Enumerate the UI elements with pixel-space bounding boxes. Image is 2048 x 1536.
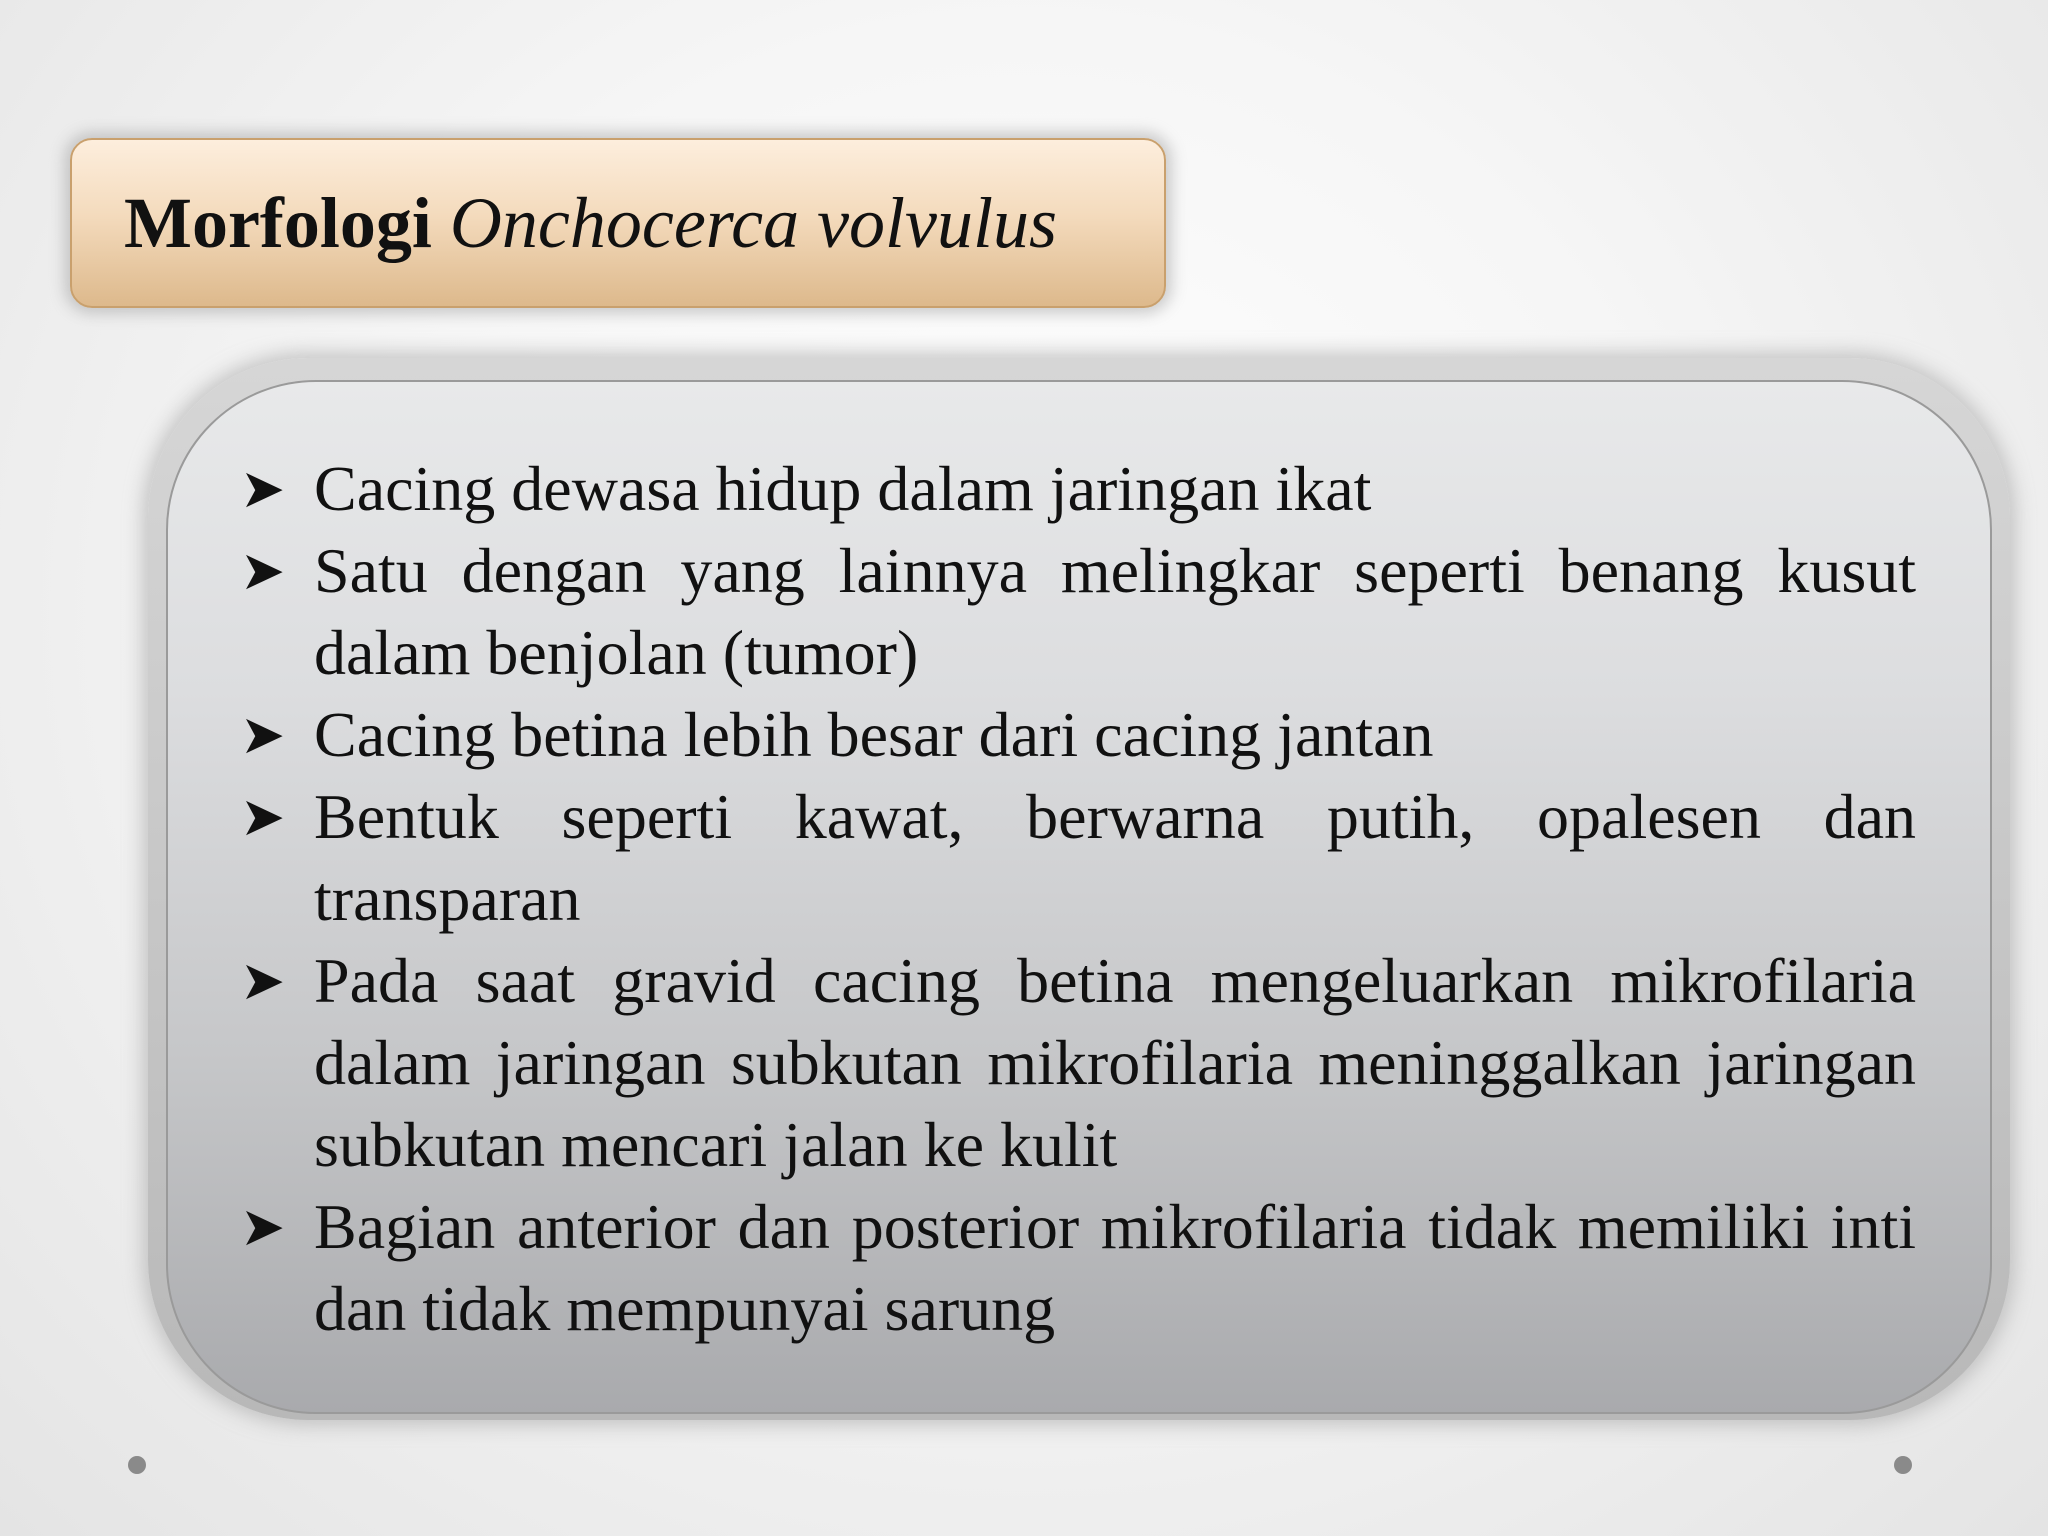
arrowhead-bullet-icon: ➤ [240, 703, 286, 766]
bullet-item [240, 1186, 1916, 1350]
bullet-text: Pada saat gravid cacing betina mengeluarkan mikrofilaria dalam jaringan subkutan mikrofilaria meninggalkan jaringan subkutan mencari jalan ke kulit [314, 945, 1916, 1180]
bullet-text: Cacing dewasa hidup dalam jaringan ikat [314, 453, 1372, 524]
slide-title [124, 182, 1057, 265]
bullet-text: Satu dengan yang lainnya melingkar seperti benang kusut dalam benjolan (tumor) [314, 535, 1916, 688]
bullet-text: Bagian anterior dan posterior mikrofilaria tidak memiliki inti dan tidak mempunyai sarung [314, 1191, 1916, 1344]
arrowhead-bullet-icon: ➤ [240, 1195, 286, 1258]
bullet-item [240, 448, 1916, 530]
bullet-item [240, 940, 1916, 1186]
decorative-dot-left [128, 1456, 146, 1474]
bullet-list [240, 448, 1916, 1350]
title-box [70, 138, 1166, 308]
arrowhead-bullet-icon: ➤ [240, 539, 286, 602]
arrowhead-bullet-icon: ➤ [240, 457, 286, 520]
title-italic-text: Onchocerca volvulus [449, 182, 1058, 263]
decorative-dot-right [1894, 1456, 1912, 1474]
bullet-item [240, 530, 1916, 694]
bullet-text: Cacing betina lebih besar dari cacing jantan [314, 699, 1434, 770]
arrowhead-bullet-icon: ➤ [240, 785, 286, 848]
bullet-text: Bentuk seperti kawat, berwarna putih, opalesen dan transparan [314, 781, 1916, 934]
title-bold-text: Morfologi [124, 182, 432, 263]
bullet-item [240, 776, 1916, 940]
arrowhead-bullet-icon: ➤ [240, 949, 286, 1012]
bullet-item [240, 694, 1916, 776]
